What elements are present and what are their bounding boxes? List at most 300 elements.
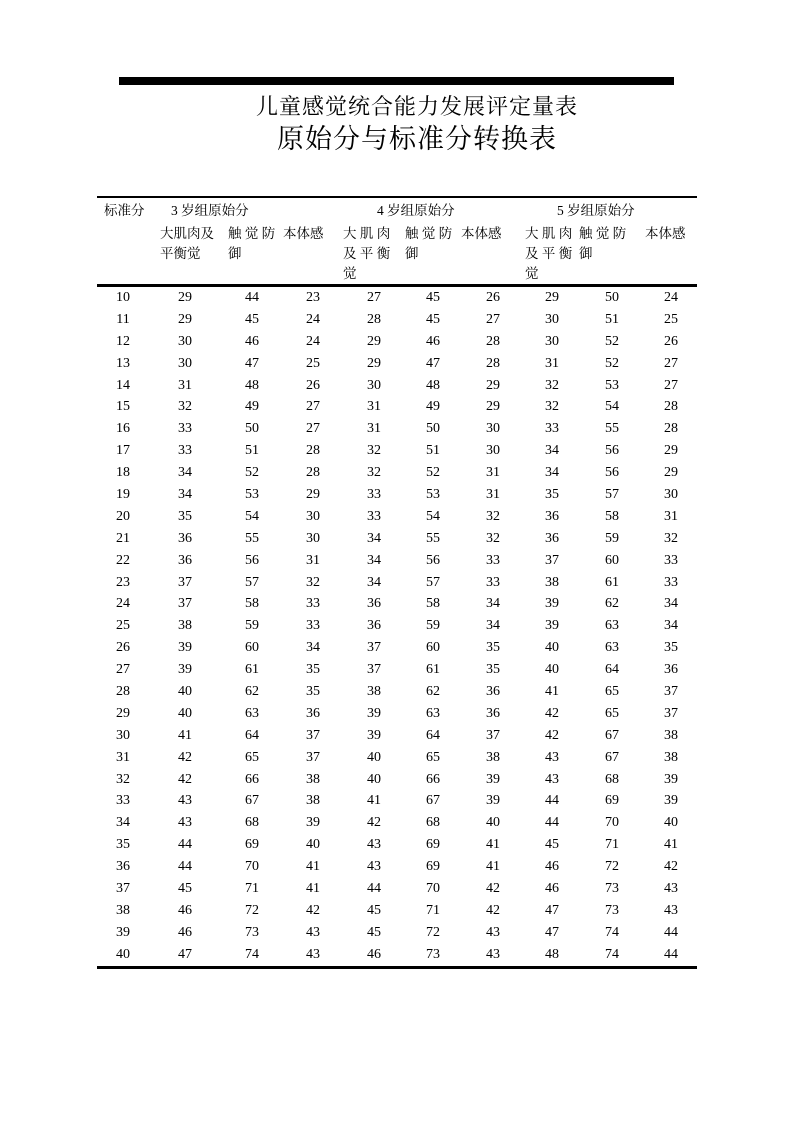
raw-score-cell: 36 <box>367 618 381 634</box>
standard-score-cell: 22 <box>116 552 130 568</box>
raw-score-cell: 60 <box>426 640 440 656</box>
raw-score-cell: 51 <box>605 311 619 327</box>
raw-score-cell: 52 <box>245 465 259 481</box>
table-row <box>97 659 697 681</box>
table-row <box>97 353 697 375</box>
raw-score-cell: 64 <box>426 727 440 743</box>
col-header-gross-motor-5y <box>525 224 579 284</box>
raw-score-cell: 37 <box>306 727 320 743</box>
raw-score-cell: 44 <box>664 924 678 940</box>
raw-score-cell: 59 <box>245 618 259 634</box>
raw-score-cell: 41 <box>486 859 500 875</box>
col-header-line: 平衡觉 <box>160 246 201 261</box>
raw-score-cell: 63 <box>605 640 619 656</box>
raw-score-cell: 30 <box>664 487 678 503</box>
raw-score-cell: 34 <box>178 465 192 481</box>
raw-score-cell: 36 <box>178 530 192 546</box>
raw-score-cell: 64 <box>245 727 259 743</box>
raw-score-cell: 36 <box>486 684 500 700</box>
raw-score-cell: 62 <box>605 596 619 612</box>
raw-score-cell: 67 <box>245 793 259 809</box>
table-row <box>97 834 697 856</box>
col-header-tactile-4y <box>405 224 461 284</box>
table-row <box>97 703 697 725</box>
raw-score-cell: 36 <box>545 508 559 524</box>
col-header-line: 大 肌 肉 <box>525 226 573 241</box>
standard-score-cell: 18 <box>116 465 130 481</box>
raw-score-cell: 27 <box>664 355 678 371</box>
raw-score-cell: 43 <box>486 924 500 940</box>
raw-score-cell: 68 <box>605 771 619 787</box>
raw-score-cell: 70 <box>426 881 440 897</box>
table-row <box>97 812 697 834</box>
standard-score-cell: 14 <box>116 377 130 393</box>
raw-score-cell: 33 <box>306 596 320 612</box>
col-header-gross-motor-3y <box>149 224 221 284</box>
raw-score-cell: 67 <box>605 749 619 765</box>
table-row <box>97 418 697 440</box>
raw-score-cell: 61 <box>605 574 619 590</box>
raw-score-cell: 33 <box>178 421 192 437</box>
raw-score-cell: 46 <box>367 946 381 962</box>
raw-score-cell: 39 <box>545 596 559 612</box>
raw-score-cell: 35 <box>306 684 320 700</box>
raw-score-cell: 39 <box>367 705 381 721</box>
raw-score-cell: 38 <box>486 749 500 765</box>
raw-score-cell: 32 <box>367 443 381 459</box>
raw-score-cell: 36 <box>664 662 678 678</box>
raw-score-cell: 28 <box>306 465 320 481</box>
raw-score-cell: 58 <box>605 508 619 524</box>
raw-score-cell: 69 <box>605 793 619 809</box>
raw-score-cell: 41 <box>664 837 678 853</box>
raw-score-cell: 43 <box>664 881 678 897</box>
raw-score-cell: 69 <box>426 837 440 853</box>
raw-score-cell: 27 <box>367 290 381 305</box>
raw-score-cell: 73 <box>245 924 259 940</box>
raw-score-cell: 65 <box>245 749 259 765</box>
table-row <box>97 615 697 637</box>
standard-score-cell: 35 <box>116 837 130 853</box>
standard-score-cell: 19 <box>116 487 130 503</box>
raw-score-cell: 41 <box>306 881 320 897</box>
raw-score-cell: 42 <box>306 902 320 918</box>
raw-score-cell: 28 <box>486 333 500 349</box>
col-header-line: 触 觉 防 <box>579 226 627 241</box>
raw-score-cell: 68 <box>426 815 440 831</box>
raw-score-cell: 44 <box>367 881 381 897</box>
standard-score-cell: 15 <box>116 399 130 415</box>
raw-score-cell: 37 <box>367 662 381 678</box>
raw-score-cell: 64 <box>605 662 619 678</box>
raw-score-cell: 31 <box>367 399 381 415</box>
raw-score-cell: 70 <box>245 859 259 875</box>
raw-score-cell: 72 <box>605 859 619 875</box>
raw-score-cell: 27 <box>664 377 678 393</box>
raw-score-cell: 31 <box>486 465 500 481</box>
raw-score-cell: 38 <box>664 727 678 743</box>
raw-score-cell: 37 <box>178 574 192 590</box>
raw-score-cell: 35 <box>486 640 500 656</box>
raw-score-cell: 28 <box>306 443 320 459</box>
raw-score-cell: 65 <box>605 684 619 700</box>
raw-score-cell: 40 <box>486 815 500 831</box>
raw-score-cell: 73 <box>605 881 619 897</box>
col-header-line: 本体感 <box>283 226 324 241</box>
score-conversion-table <box>97 196 697 969</box>
raw-score-cell: 24 <box>664 290 678 305</box>
raw-score-cell: 26 <box>664 333 678 349</box>
raw-score-cell: 30 <box>178 333 192 349</box>
raw-score-cell: 63 <box>245 705 259 721</box>
raw-score-cell: 43 <box>178 815 192 831</box>
raw-score-cell: 30 <box>367 377 381 393</box>
raw-score-cell: 48 <box>426 377 440 393</box>
col-header-line: 觉 <box>343 266 357 281</box>
raw-score-cell: 46 <box>545 859 559 875</box>
raw-score-cell: 31 <box>178 377 192 393</box>
raw-score-cell: 53 <box>605 377 619 393</box>
raw-score-cell: 57 <box>605 487 619 503</box>
col-header-line: 御 <box>228 246 242 261</box>
raw-score-cell: 60 <box>605 552 619 568</box>
table-body <box>97 287 697 969</box>
raw-score-cell: 38 <box>367 684 381 700</box>
raw-score-cell: 65 <box>426 749 440 765</box>
raw-score-cell: 37 <box>367 640 381 656</box>
raw-score-cell: 56 <box>605 443 619 459</box>
raw-score-cell: 28 <box>664 421 678 437</box>
raw-score-cell: 33 <box>664 574 678 590</box>
raw-score-cell: 59 <box>605 530 619 546</box>
table-row <box>97 922 697 944</box>
col-header-gross-motor-4y <box>343 224 405 284</box>
raw-score-cell: 39 <box>664 793 678 809</box>
raw-score-cell: 36 <box>545 530 559 546</box>
raw-score-cell: 41 <box>306 859 320 875</box>
table-row <box>97 375 697 397</box>
standard-score-cell: 38 <box>116 902 130 918</box>
table-subheader-row <box>97 224 697 284</box>
raw-score-cell: 40 <box>545 662 559 678</box>
raw-score-cell: 58 <box>426 596 440 612</box>
raw-score-cell: 32 <box>367 465 381 481</box>
raw-score-cell: 49 <box>426 399 440 415</box>
raw-score-cell: 42 <box>545 705 559 721</box>
raw-score-cell: 34 <box>367 552 381 568</box>
raw-score-cell: 25 <box>664 311 678 327</box>
raw-score-cell: 61 <box>245 662 259 678</box>
group-header-5y: 5 岁组原始分 <box>557 203 635 218</box>
standard-score-cell: 24 <box>116 596 130 612</box>
standard-score-cell: 21 <box>116 530 130 546</box>
col-header-proprioception-4y <box>461 224 525 284</box>
table-row <box>97 506 697 528</box>
page-subtitle: 原始分与标准分转换表 <box>277 124 557 154</box>
raw-score-cell: 36 <box>486 705 500 721</box>
col-header-tactile-5y <box>579 224 645 284</box>
raw-score-cell: 39 <box>545 618 559 634</box>
raw-score-cell: 56 <box>426 552 440 568</box>
raw-score-cell: 53 <box>245 487 259 503</box>
table-row <box>97 900 697 922</box>
raw-score-cell: 45 <box>178 881 192 897</box>
raw-score-cell: 35 <box>306 662 320 678</box>
raw-score-cell: 45 <box>545 837 559 853</box>
raw-score-cell: 71 <box>426 902 440 918</box>
raw-score-cell: 42 <box>486 902 500 918</box>
raw-score-cell: 36 <box>178 552 192 568</box>
raw-score-cell: 40 <box>306 837 320 853</box>
standard-score-cell: 29 <box>116 705 130 721</box>
raw-score-cell: 69 <box>245 837 259 853</box>
raw-score-cell: 67 <box>426 793 440 809</box>
standard-score-cell: 11 <box>116 311 130 327</box>
table-row <box>97 790 697 812</box>
raw-score-cell: 30 <box>545 333 559 349</box>
raw-score-cell: 35 <box>545 487 559 503</box>
raw-score-cell: 35 <box>664 640 678 656</box>
standard-score-cell: 13 <box>116 355 130 371</box>
raw-score-cell: 38 <box>545 574 559 590</box>
raw-score-cell: 36 <box>306 705 320 721</box>
raw-score-cell: 45 <box>367 924 381 940</box>
raw-score-cell: 27 <box>306 421 320 437</box>
standard-score-header: 标准分 <box>104 203 145 218</box>
raw-score-cell: 43 <box>486 946 500 962</box>
raw-score-cell: 72 <box>245 902 259 918</box>
raw-score-cell: 54 <box>605 399 619 415</box>
col-header-line: 御 <box>579 246 593 261</box>
raw-score-cell: 41 <box>178 727 192 743</box>
raw-score-cell: 71 <box>245 881 259 897</box>
raw-score-cell: 50 <box>245 421 259 437</box>
raw-score-cell: 30 <box>486 443 500 459</box>
raw-score-cell: 24 <box>306 311 320 327</box>
raw-score-cell: 37 <box>178 596 192 612</box>
raw-score-cell: 69 <box>426 859 440 875</box>
raw-score-cell: 42 <box>178 771 192 787</box>
raw-score-cell: 46 <box>426 333 440 349</box>
raw-score-cell: 34 <box>664 618 678 634</box>
raw-score-cell: 35 <box>178 508 192 524</box>
raw-score-cell: 46 <box>178 902 192 918</box>
col-header-line: 御 <box>405 246 419 261</box>
col-header-proprioception-3y <box>283 224 343 284</box>
raw-score-cell: 32 <box>545 377 559 393</box>
raw-score-cell: 43 <box>367 859 381 875</box>
col-header-line: 触 觉 防 <box>405 226 453 241</box>
raw-score-cell: 34 <box>367 574 381 590</box>
raw-score-cell: 48 <box>545 946 559 962</box>
raw-score-cell: 40 <box>664 815 678 831</box>
raw-score-cell: 42 <box>545 727 559 743</box>
raw-score-cell: 29 <box>486 399 500 415</box>
raw-score-cell: 32 <box>306 574 320 590</box>
raw-score-cell: 29 <box>178 311 192 327</box>
table-row <box>97 484 697 506</box>
raw-score-cell: 23 <box>306 290 320 305</box>
standard-score-cell: 37 <box>116 881 130 897</box>
raw-score-cell: 29 <box>664 443 678 459</box>
col-header-line: 触 觉 防 <box>228 226 276 241</box>
col-header-tactile-3y <box>221 224 283 284</box>
raw-score-cell: 30 <box>545 311 559 327</box>
raw-score-cell: 60 <box>245 640 259 656</box>
col-header-line: 觉 <box>525 266 539 281</box>
table-row <box>97 287 697 309</box>
page-title: 儿童感觉统合能力发展评定量表 <box>255 94 578 119</box>
standard-score-cell: 25 <box>116 618 130 634</box>
standard-score-cell: 27 <box>116 662 130 678</box>
raw-score-cell: 30 <box>306 530 320 546</box>
raw-score-cell: 30 <box>178 355 192 371</box>
raw-score-cell: 74 <box>605 924 619 940</box>
raw-score-cell: 65 <box>605 705 619 721</box>
raw-score-cell: 47 <box>245 355 259 371</box>
raw-score-cell: 32 <box>545 399 559 415</box>
standard-score-cell: 28 <box>116 684 130 700</box>
raw-score-cell: 28 <box>367 311 381 327</box>
raw-score-cell: 66 <box>426 771 440 787</box>
table-row <box>97 440 697 462</box>
raw-score-cell: 33 <box>486 574 500 590</box>
raw-score-cell: 32 <box>486 508 500 524</box>
raw-score-cell: 34 <box>545 443 559 459</box>
raw-score-cell: 30 <box>486 421 500 437</box>
raw-score-cell: 31 <box>545 355 559 371</box>
table-row <box>97 681 697 703</box>
raw-score-cell: 56 <box>245 552 259 568</box>
raw-score-cell: 41 <box>486 837 500 853</box>
col-header-line: 本体感 <box>461 226 502 241</box>
raw-score-cell: 45 <box>245 311 259 327</box>
raw-score-cell: 50 <box>605 290 619 305</box>
raw-score-cell: 37 <box>664 705 678 721</box>
table-row <box>97 572 697 594</box>
raw-score-cell: 43 <box>306 924 320 940</box>
raw-score-cell: 45 <box>426 311 440 327</box>
raw-score-cell: 39 <box>178 640 192 656</box>
raw-score-cell: 54 <box>426 508 440 524</box>
raw-score-cell: 54 <box>245 508 259 524</box>
raw-score-cell: 39 <box>306 815 320 831</box>
raw-score-cell: 33 <box>178 443 192 459</box>
raw-score-cell: 55 <box>605 421 619 437</box>
raw-score-cell: 34 <box>545 465 559 481</box>
raw-score-cell: 39 <box>367 727 381 743</box>
raw-score-cell: 42 <box>664 859 678 875</box>
raw-score-cell: 49 <box>245 399 259 415</box>
raw-score-cell: 74 <box>605 946 619 962</box>
raw-score-cell: 29 <box>367 333 381 349</box>
raw-score-cell: 52 <box>605 333 619 349</box>
raw-score-cell: 61 <box>426 662 440 678</box>
raw-score-cell: 34 <box>367 530 381 546</box>
raw-score-cell: 40 <box>367 771 381 787</box>
raw-score-cell: 51 <box>245 443 259 459</box>
raw-score-cell: 44 <box>245 290 259 305</box>
raw-score-cell: 37 <box>306 749 320 765</box>
raw-score-cell: 33 <box>367 508 381 524</box>
group-header-3y: 3 岁组原始分 <box>171 203 249 218</box>
raw-score-cell: 30 <box>306 508 320 524</box>
raw-score-cell: 37 <box>664 684 678 700</box>
raw-score-cell: 58 <box>245 596 259 612</box>
raw-score-cell: 42 <box>178 749 192 765</box>
table-row <box>97 856 697 878</box>
col-header-line: 大 肌 肉 <box>343 226 391 241</box>
raw-score-cell: 62 <box>245 684 259 700</box>
table-header <box>97 198 697 287</box>
standard-score-cell: 31 <box>116 749 130 765</box>
raw-score-cell: 43 <box>664 902 678 918</box>
table-row <box>97 878 697 900</box>
raw-score-cell: 42 <box>486 881 500 897</box>
table-row <box>97 396 697 418</box>
table-row <box>97 331 697 353</box>
raw-score-cell: 33 <box>664 552 678 568</box>
standard-score-cell: 39 <box>116 924 130 940</box>
raw-score-cell: 25 <box>306 355 320 371</box>
raw-score-cell: 55 <box>426 530 440 546</box>
raw-score-cell: 46 <box>178 924 192 940</box>
standard-score-cell: 34 <box>116 815 130 831</box>
raw-score-cell: 51 <box>426 443 440 459</box>
top-rule <box>119 77 674 85</box>
raw-score-cell: 29 <box>306 487 320 503</box>
raw-score-cell: 33 <box>486 552 500 568</box>
raw-score-cell: 26 <box>306 377 320 393</box>
raw-score-cell: 43 <box>306 946 320 962</box>
raw-score-cell: 63 <box>605 618 619 634</box>
raw-score-cell: 33 <box>367 487 381 503</box>
raw-score-cell: 68 <box>245 815 259 831</box>
standard-score-cell: 17 <box>116 443 130 459</box>
raw-score-cell: 46 <box>545 881 559 897</box>
raw-score-cell: 29 <box>178 290 192 305</box>
raw-score-cell: 39 <box>486 793 500 809</box>
col-header-line: 本体感 <box>645 226 686 241</box>
raw-score-cell: 39 <box>664 771 678 787</box>
raw-score-cell: 46 <box>245 333 259 349</box>
table-row <box>97 747 697 769</box>
raw-score-cell: 70 <box>605 815 619 831</box>
raw-score-cell: 66 <box>245 771 259 787</box>
raw-score-cell: 40 <box>178 684 192 700</box>
raw-score-cell: 44 <box>545 793 559 809</box>
table-row <box>97 462 697 484</box>
raw-score-cell: 44 <box>178 837 192 853</box>
raw-score-cell: 47 <box>178 946 192 962</box>
raw-score-cell: 28 <box>664 399 678 415</box>
raw-score-cell: 73 <box>426 946 440 962</box>
raw-score-cell: 52 <box>426 465 440 481</box>
raw-score-cell: 41 <box>545 684 559 700</box>
raw-score-cell: 72 <box>426 924 440 940</box>
raw-score-cell: 32 <box>486 530 500 546</box>
raw-score-cell: 34 <box>486 596 500 612</box>
raw-score-cell: 31 <box>664 508 678 524</box>
standard-score-cell: 12 <box>116 333 130 349</box>
raw-score-cell: 63 <box>426 705 440 721</box>
raw-score-cell: 43 <box>367 837 381 853</box>
raw-score-cell: 28 <box>486 355 500 371</box>
table-row <box>97 637 697 659</box>
raw-score-cell: 45 <box>426 290 440 305</box>
standard-score-cell: 32 <box>116 771 130 787</box>
raw-score-cell: 57 <box>426 574 440 590</box>
